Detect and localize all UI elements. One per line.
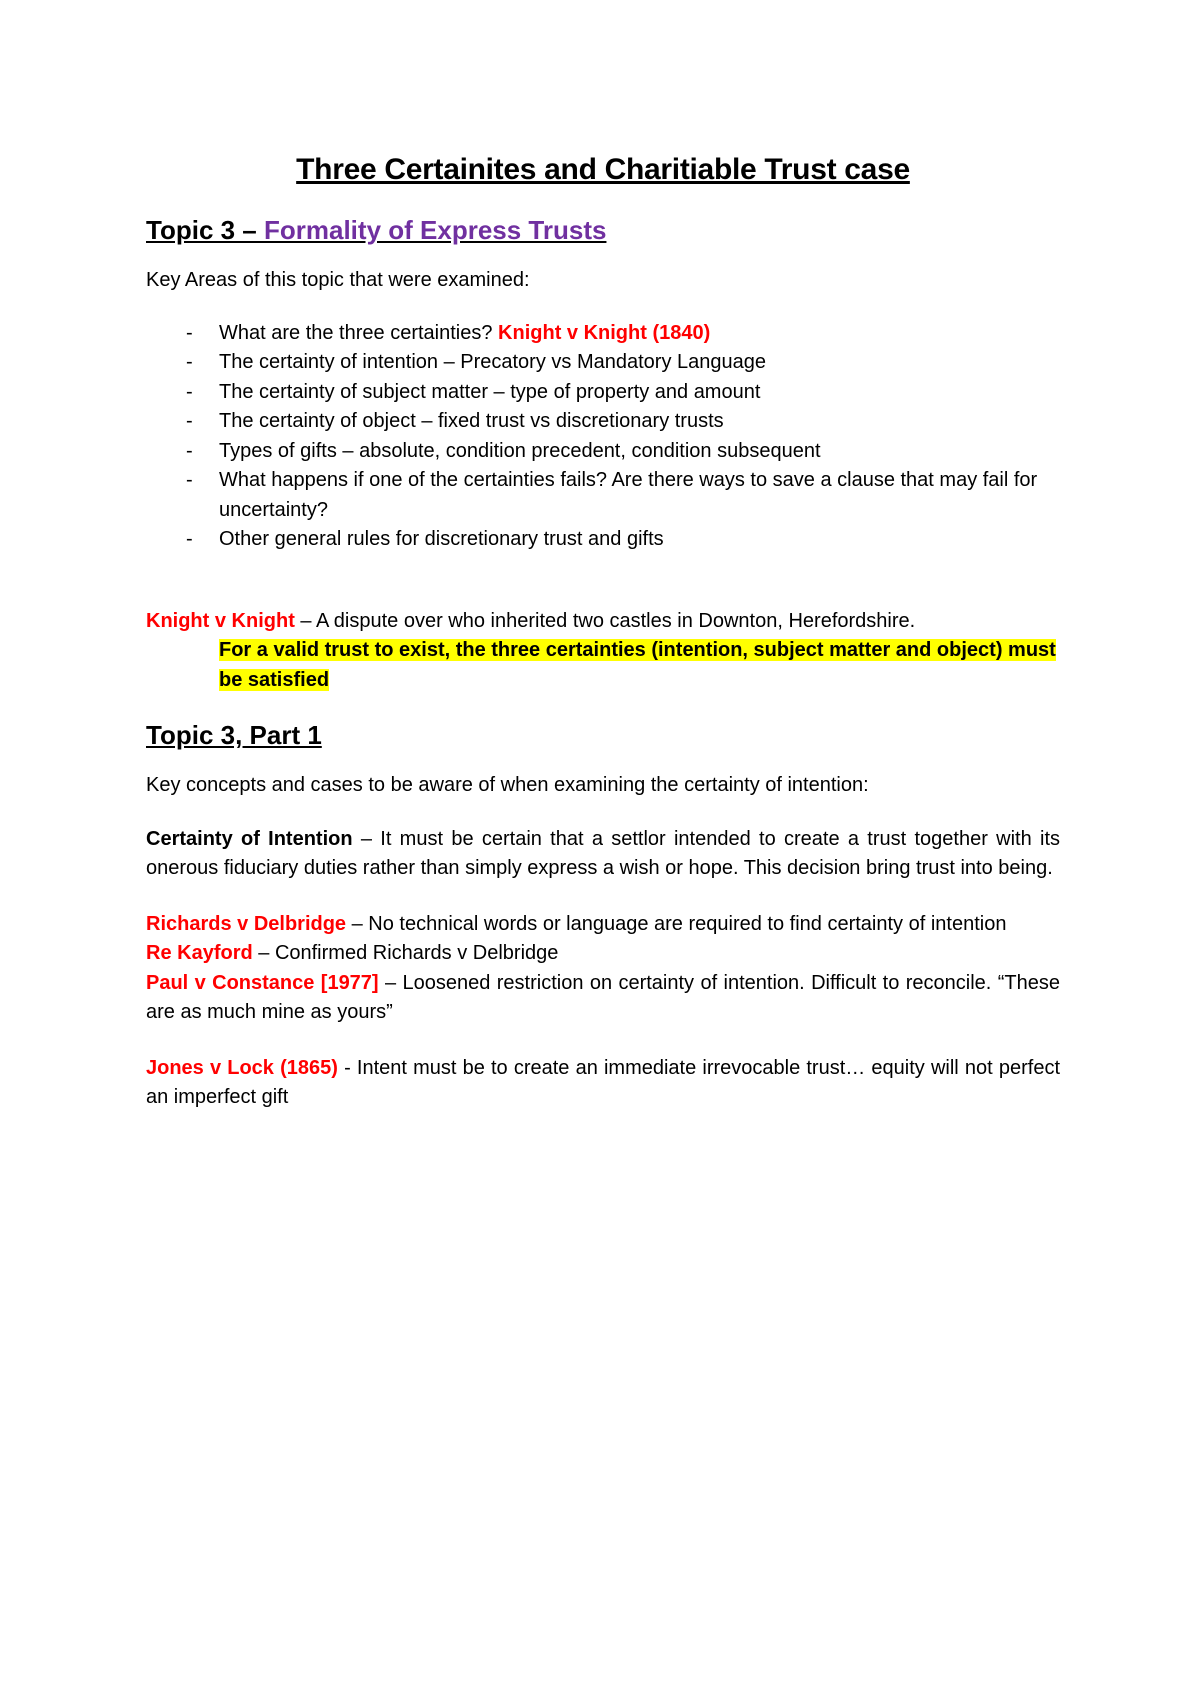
document-title: Three Certainites and Charitiable Trust case — [296, 153, 910, 186]
topic-3-part-1-heading: Topic 3, Part 1 — [146, 720, 322, 750]
list-item — [146, 378, 1060, 408]
document-body — [146, 150, 1060, 1113]
list-item — [146, 348, 1060, 378]
part-1-intro: Key concepts and cases to be aware of when examining the certainty of intention: — [146, 774, 869, 796]
highlighted-rule: For a valid trust to exist, the three certainties (intention, subject matter and object) must be satisfied — [219, 639, 1056, 691]
list-item-text: The certainty of subject matter – type of property and amount — [219, 380, 761, 403]
case-paragraph — [146, 969, 1060, 1028]
list-item-text: Other general rules for discretionary trust and gifts — [219, 528, 664, 550]
case-name: Knight v Knight — [146, 609, 295, 632]
term-definition: – It must be certain that a settlor intended to create a trust together with its onerous fiduciary duties rather than simply express a wish or hope. This decision bring trust into being. — [146, 827, 1060, 879]
topic-3-heading-prefix: Topic 3 – — [146, 215, 264, 245]
list-item-text: What happens if one of the certainties fails? Are there ways to save a clause that may fail for uncertainty? — [219, 469, 1038, 521]
list-item — [146, 466, 1060, 525]
knight-highlight-paragraph — [146, 636, 1060, 695]
case-description: – A dispute over who inherited two castles in Downton, Herefordshire. — [294, 609, 916, 632]
list-item-text: The certainty of intention – Precatory vs Mandatory Language — [219, 351, 766, 373]
bullet-dash: - — [186, 351, 193, 373]
list-item-text: The certainty of object – fixed trust vs discretionary trusts — [219, 410, 724, 432]
term: Certainty of Intention — [146, 827, 353, 850]
case-name: Jones v Lock (1865) — [146, 1056, 338, 1079]
case-name: Paul v Constance [1977] — [146, 971, 379, 994]
case-paragraph — [146, 939, 1060, 969]
bullet-dash: - — [186, 321, 193, 344]
topic-3-intro: Key Areas of this topic that were examined: — [146, 269, 530, 291]
case-name: Richards v Delbridge — [146, 912, 347, 935]
list-item — [146, 407, 1060, 437]
case-description: – Loosened restriction on certainty of intention. Difficult to reconcile. “These are as much mine as yours” — [146, 971, 1060, 1023]
case-description: – No technical words or language are required to find certainty of intention — [346, 912, 1007, 935]
case-description: - Intent must be to create an immediate irrevocable trust… equity will not perfect an imperfect gift — [146, 1056, 1060, 1108]
list-item — [146, 525, 1060, 555]
case-description: – Confirmed Richards v Delbridge — [252, 942, 559, 964]
bullet-dash: - — [186, 469, 193, 491]
list-item — [146, 319, 1060, 349]
bullet-dash: - — [186, 410, 193, 432]
case-name: Knight v Knight (1840) — [498, 321, 711, 344]
bullet-dash: - — [186, 439, 193, 462]
key-areas-list — [146, 319, 1060, 555]
case-name: Re Kayford — [146, 942, 253, 964]
case-paragraph — [146, 910, 1060, 940]
knight-v-knight-paragraph — [146, 607, 1060, 637]
topic-3-heading — [146, 212, 1060, 248]
certainty-of-intention-paragraph — [146, 825, 1060, 884]
list-item — [146, 437, 1060, 467]
topic-3-heading-accent: Formality of Express Trusts — [264, 215, 607, 245]
list-item-text: What are the three certainties? — [219, 321, 499, 344]
list-item-text: Types of gifts – absolute, condition precedent, condition subsequent — [219, 439, 821, 462]
jones-v-lock-paragraph — [146, 1054, 1060, 1113]
bullet-dash: - — [186, 528, 193, 550]
bullet-dash: - — [186, 380, 193, 403]
